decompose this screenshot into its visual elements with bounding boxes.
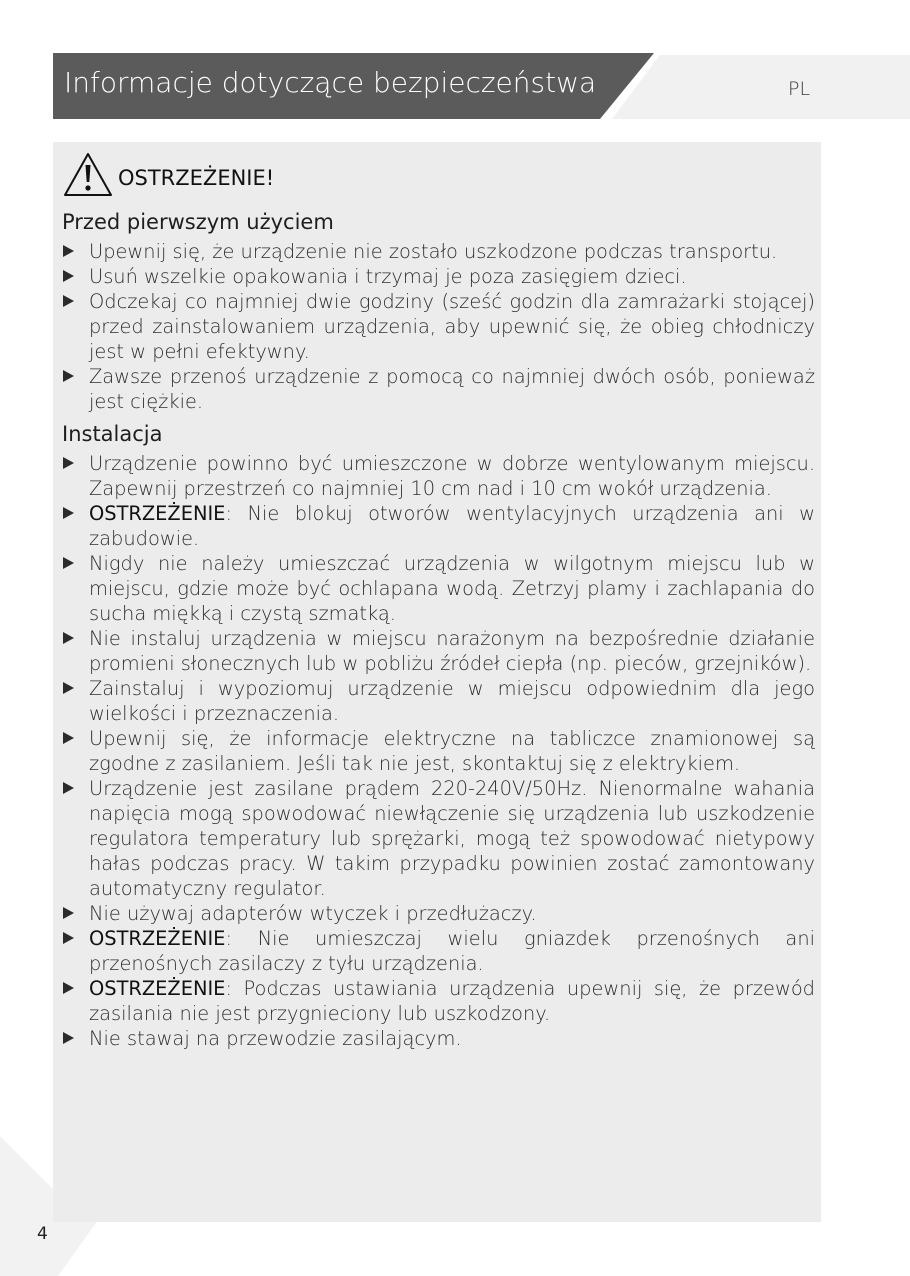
warning-keyword: OSTRZEŻENIE (89, 977, 226, 1000)
bullet-arrow-icon (63, 732, 74, 744)
warning-keyword: OSTRZEŻENIE (89, 502, 226, 525)
list-installation (62, 451, 815, 1051)
list-item-text: : Nie umieszczaj wielu gniazdek przenośnych ani przenośnych zasilaczy z tyłu urządzenia. (89, 927, 815, 975)
bullet-arrow-icon (63, 507, 74, 519)
list-item-text: Usuń wszelkie opakowania i trzymaj je poza zasięgiem dzieci. (89, 265, 687, 288)
list-item (62, 726, 815, 776)
section-heading-installation: Instalacja (62, 422, 163, 446)
list-item-text: Zawsze przenoś urządzenie z pomocą co najmniej dwóch osób, ponieważ jest ciężkie. (89, 365, 815, 413)
warning-triangle-icon (62, 151, 114, 199)
list-item (62, 901, 815, 926)
list-item-text: Nie instaluj urządzenia w miejscu narażonym na bezpośrednie działanie promieni słonecznych lub w pobliżu źródeł ciepła (np. pieców, grzejników). (89, 627, 815, 675)
list-item-text: Odczekaj co najmniej dwie godziny (sześć godzin dla zamrażarki stojącej) przed zainstalowaniem urządzenia, aby upewnić się, że obieg chłodniczy jest w pełni efektywny. (89, 290, 815, 363)
list-item-text: Urządzenie powinno być umieszczone w dobrze wentylowanym miejscu. Zapewnij przestrzeń co najmniej 10 cm nad i 10 cm wokół urządzenia. (89, 452, 815, 500)
bullet-arrow-icon (63, 932, 74, 944)
list-item (62, 551, 815, 626)
list-item (62, 289, 815, 364)
list-item (62, 926, 815, 976)
list-before-first-use (62, 239, 815, 414)
list-item-text: Urządzenie jest zasilane prądem 220-240V/50Hz. Nienormalne wahania napięcia mogą spowodować niewłączenie się urządzenia lub uszkodzenie regulatora temperatury lub sprężarki, mogą też spowodować nietypowy hałas podczas pracy. W takim przypadku powinien zostać zamontowany automatyczny regulator. (89, 777, 815, 900)
bullet-arrow-icon (63, 245, 74, 257)
bullet-arrow-icon (63, 295, 74, 307)
list-item-text: : Nie blokuj otworów wentylacyjnych urządzenia ani w zabudowie. (89, 502, 815, 550)
bullet-arrow-icon (63, 907, 74, 919)
page-number: 4 (37, 1224, 48, 1244)
list-item (62, 239, 815, 264)
bullet-arrow-icon (63, 457, 74, 469)
bullet-arrow-icon (63, 632, 74, 644)
list-item-text: Upewnij się, że informacje elektryczne na tabliczce znamionowej są zgodne z zasilaniem. Jeśli tak nie jest, skontaktuj się z elektrykiem. (89, 727, 815, 775)
warning-label: OSTRZEŻENIE! (118, 166, 275, 190)
list-item (62, 264, 815, 289)
list-item (62, 676, 815, 726)
bullet-arrow-icon (63, 1032, 74, 1044)
list-item-text: Nigdy nie należy umieszczać urządzenia w wilgotnym miejscu lub w miejscu, gdzie może być ochlapana wodą. Zetrzyj plamy i zachlapania do sucha miękką i czystą szmatką. (89, 552, 815, 625)
list-item (62, 364, 815, 414)
list-item-text: Zainstaluj i wypoziomuj urządzenie w miejscu odpowiednim dla jego wielkości i przeznaczenia. (89, 677, 815, 725)
list-item (62, 1026, 815, 1051)
left-edge-shape (0, 1136, 60, 1196)
bullet-arrow-icon (63, 370, 74, 382)
list-item (62, 776, 815, 901)
list-item (62, 626, 815, 676)
list-item-text: : Podczas ustawiania urządzenia upewnij się, że przewód zasilania nie jest przygnieciony lub uszkodzony. (89, 977, 815, 1025)
warning-keyword: OSTRZEŻENIE (89, 927, 226, 950)
section-heading-before-first-use: Przed pierwszym użyciem (62, 210, 334, 234)
list-item (62, 976, 815, 1026)
header-tab-shape (612, 55, 910, 119)
bullet-arrow-icon (63, 982, 74, 994)
list-item-text: Nie stawaj na przewodzie zasilającym. (89, 1027, 462, 1050)
list-item (62, 501, 815, 551)
list-item-text: Nie używaj adapterów wtyczek i przedłużaczy. (89, 902, 537, 925)
page-title: Informacje dotyczące bezpieczeństwa (64, 66, 597, 99)
language-code: PL (788, 78, 811, 100)
bullet-arrow-icon (63, 270, 74, 282)
bullet-arrow-icon (63, 682, 74, 694)
document-body (62, 205, 815, 1051)
list-item-text: Upewnij się, że urządzenie nie zostało uszkodzone podczas transportu. (89, 240, 778, 263)
bullet-arrow-icon (63, 782, 74, 794)
bullet-arrow-icon (63, 557, 74, 569)
list-item (62, 451, 815, 501)
